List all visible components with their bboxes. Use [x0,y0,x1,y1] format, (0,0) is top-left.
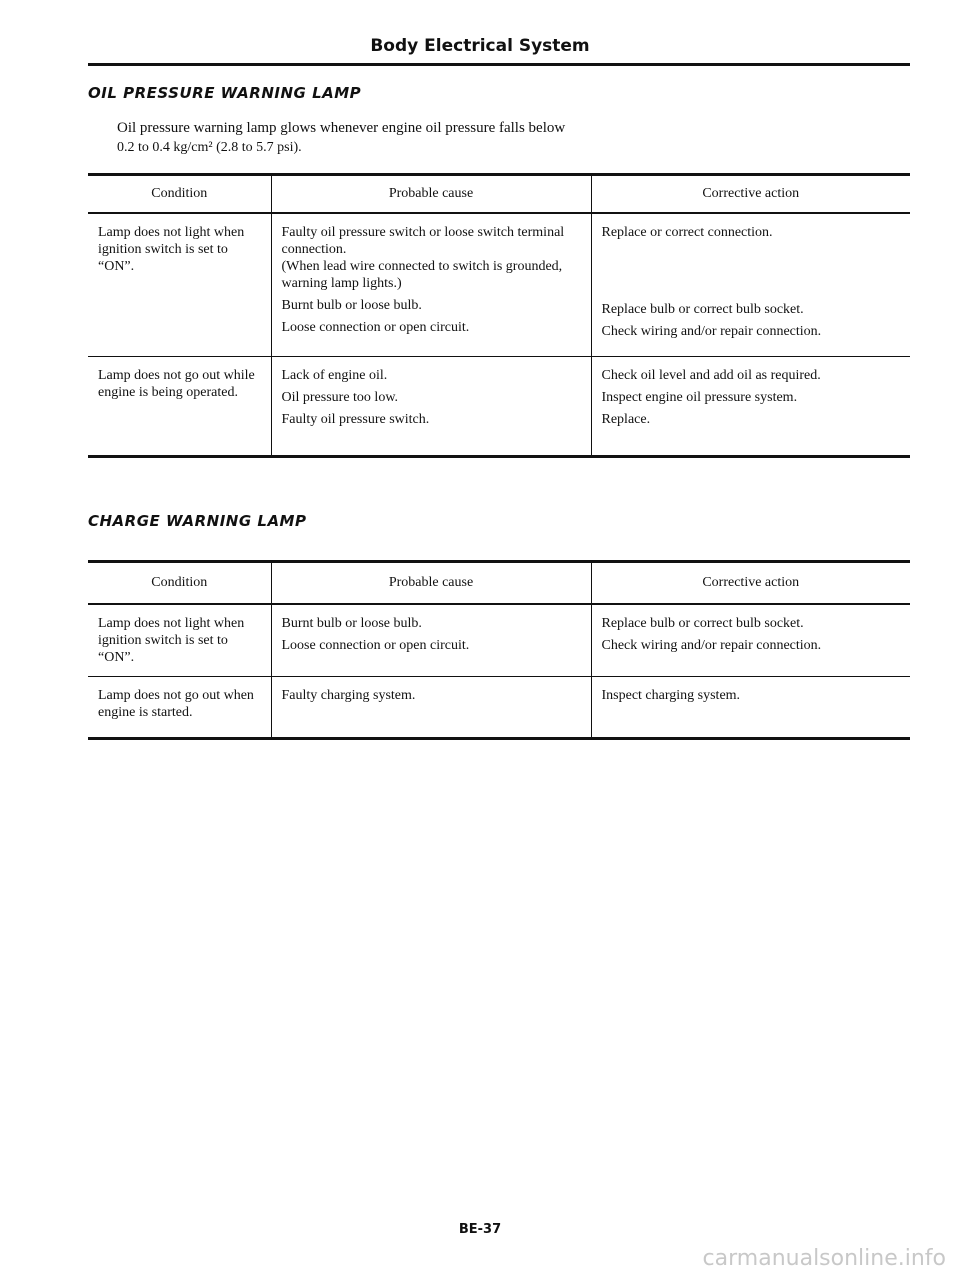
action-item: Replace. [601,411,651,427]
column-header-condition: Condition [88,562,271,605]
column-header-condition: Condition [88,175,271,214]
cause-item: Oil pressure too low. [281,389,399,405]
page-header: Body Electrical System [370,36,590,56]
column-header-corrective-action: Corrective action [591,175,910,214]
oil-troubleshooting-table [88,173,910,458]
oil-section-title: OIL PRESSURE WARNING LAMP [88,84,362,102]
watermark: carmanualsonline.info [702,1246,946,1271]
table-header-row [88,175,910,214]
table-row [88,356,910,456]
cause-item: (When lead wire connected to switch is grounded, warning lamp lights.) [281,259,563,291]
cause-item: Loose connection or open circuit. [281,320,470,335]
action-item: Replace or correct connection. [601,225,773,240]
oil-intro-line-1: Oil pressure warning lamp glows whenever engine oil pressure falls below [117,120,566,136]
condition-cell: Lamp does not go out when engine is started. [88,677,271,739]
action-item: Check wiring and/or repair connection. [601,638,822,653]
table-row [88,604,910,677]
cause-cell [271,604,591,677]
column-header-corrective-action: Corrective action [591,562,910,605]
table-row [88,677,910,739]
cause-cell [271,213,591,356]
cause-item: Burnt bulb or loose bulb. [281,298,422,313]
cause-item: Faulty oil pressure switch or loose switch terminal connection. [281,225,565,257]
cause-item: Loose connection or open circuit. [281,638,470,653]
action-cell [591,356,910,456]
table-header-row [88,562,910,605]
action-cell [591,213,910,356]
condition-cell: Lamp does not go out while engine is being operated. [88,356,271,456]
oil-intro [117,118,617,158]
cause-item: Faulty oil pressure switch. [281,411,430,427]
charge-section-title: CHARGE WARNING LAMP [88,512,307,530]
action-item: Inspect charging system. [601,688,741,703]
charge-troubleshooting-table [88,560,910,740]
cause-item: Faulty charging system. [281,688,416,703]
table-row [88,213,910,356]
action-cell [591,604,910,677]
cause-cell [271,677,591,739]
action-item: Replace bulb or correct bulb socket. [601,302,804,317]
action-item: Check wiring and/or repair connection. [601,324,822,339]
column-header-probable-cause: Probable cause [271,175,591,214]
action-cell [591,677,910,739]
column-header-probable-cause: Probable cause [271,562,591,605]
action-item: Replace bulb or correct bulb socket. [601,616,804,631]
condition-cell: Lamp does not light when ignition switch is set to “ON”. [88,604,271,677]
cause-item: Lack of engine oil. [281,367,388,383]
header-rule [88,63,910,66]
condition-cell: Lamp does not light when ignition switch is set to “ON”. [88,213,271,356]
action-item: Check oil level and add oil as required. [601,367,821,383]
oil-intro-line-2: 0.2 to 0.4 kg/cm² (2.8 to 5.7 psi). [117,140,302,155]
cause-cell [271,356,591,456]
page-number: BE-37 [458,1222,502,1237]
cause-item: Burnt bulb or loose bulb. [281,616,422,631]
action-item: Inspect engine oil pressure system. [601,389,798,405]
